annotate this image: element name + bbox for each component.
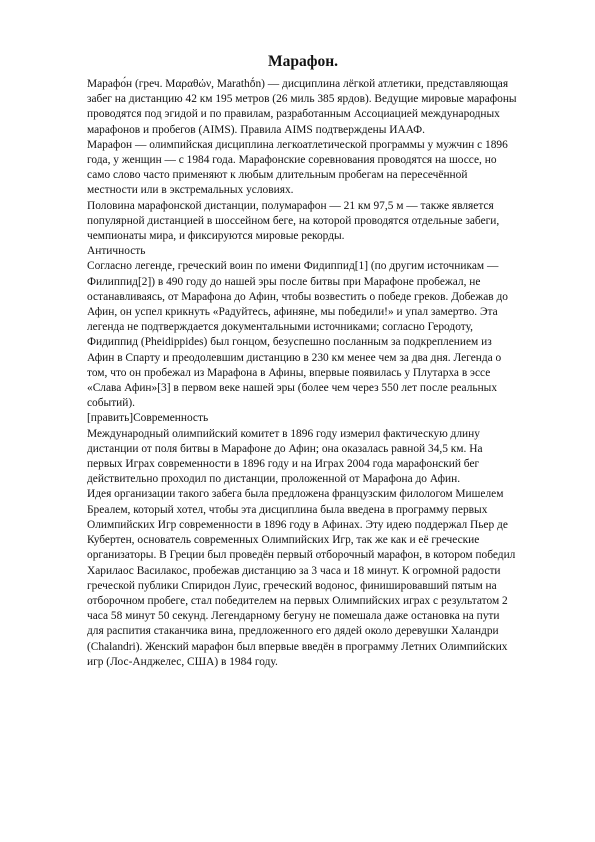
- paragraph-legend: Согласно легенде, греческий воин по имени Фидиппид[1] (по другим источникам — Филиппид[2]) в 490 году до нашей эры после битвы при Марафоне пробежал, не останавливаясь, от Марафона до Афин, чтобы возвестить о победе греков. Добежав до Афин, он успел крикнуть «Радуйтесь, афиняне, мы победили!» и упал замертво. Эта легенда не подтверждается документальными источниками; согласно Геродоту, Фидиппид (Pheidippides) был гонцом, безуспешно посланным за подкреплением из Афин в Спарту и преодолевшим дистанцию в 230 км менее чем за два дня. Легенда о том, что он пробежал из Марафона в Афины, впервые появилась у Плутарха в эссе «Слава Афин»[3] в первом веке нашей эры (более чем через 550 лет после реальных событий).: [87, 260, 508, 410]
- page-title: Марафон.: [267, 53, 339, 70]
- paragraph-half-marathon: Половина марафонской дистанции, полумарафон — 21 км 97,5 м — также является популярной дистанцией в шоссейном беге, на которой проводятся отдельные забеги, чемпионаты мира, и фиксируются мировые рекорды.: [87, 199, 500, 243]
- section-heading-modern: [править]Современность: [87, 412, 209, 425]
- document-page: [87, 52, 519, 670]
- paragraph-olympic: Марафон — олимпийская дисциплина легкоатлетической программы у мужчин с 1896 года, у женщин — с 1984 года. Марафонские соревнования проводятся на шоссе, но само слово часто применяют к любым длительным пробегам на пересечённой местности или в экстремальных условиях.: [87, 138, 508, 197]
- section-heading-antiquity: Античность: [87, 245, 146, 258]
- paragraph-idea-organization: Идея организации такого забега была предложена французским филологом Мишелем Бреалем, который хотел, чтобы эта дисциплина была введена в программу первых Олимпийских Игр современности в 1896 году в Афинах. Эту идею поддержал Пьер де Кубертен, основатель современных Олимпийских Игр, так же как и её греческие организаторы. В Греции был проведён первый отборочный марафон, в котором победил Харилаос Василакос, пробежав дистанцию за 3 часа и 18 минут. К огромной радости греческой публики Спиридон Луис, греческий водонос, финишировавший пятым на отборочном пробеге, стал победителем на первых Олимпийских играх с результатом 2 часа 58 минут 50 секунд. Легендарному бегуну не помешала даже остановка на пути для распития стаканчика вина, предложенного его дядей около деревушки Халандри (Chalandri). Женский марафон был впервые введён в программу Летних Олимпийских игр (Лос-Анджелес, США) в 1984 году.: [87, 488, 516, 668]
- paragraph-intro: Марафо́н (греч. Μαραθών, Marathṓn) — дисциплина лёгкой атлетики, представляющая забег на дистанцию 42 км 195 метров (26 миль 385 ярдов). Ведущие мировые марафоны проводятся под эгидой и по правилам, разработанным Ассоциацией международных марафонов и пробегов (AIMS). Правила AIMS подтверждены ИААФ.: [87, 78, 517, 136]
- paragraph-ioc-measure: Международный олимпийский комитет в 1896 году измерил фактическую длину дистанции от поля битвы в Марафоне до Афин; она оказалась равной 34,5 км. На первых Играх современности в 1896 году и на Играх 2004 года марафонский бег действительно проходил по дистанции, проложенной от Марафона до Афин.: [87, 427, 483, 486]
